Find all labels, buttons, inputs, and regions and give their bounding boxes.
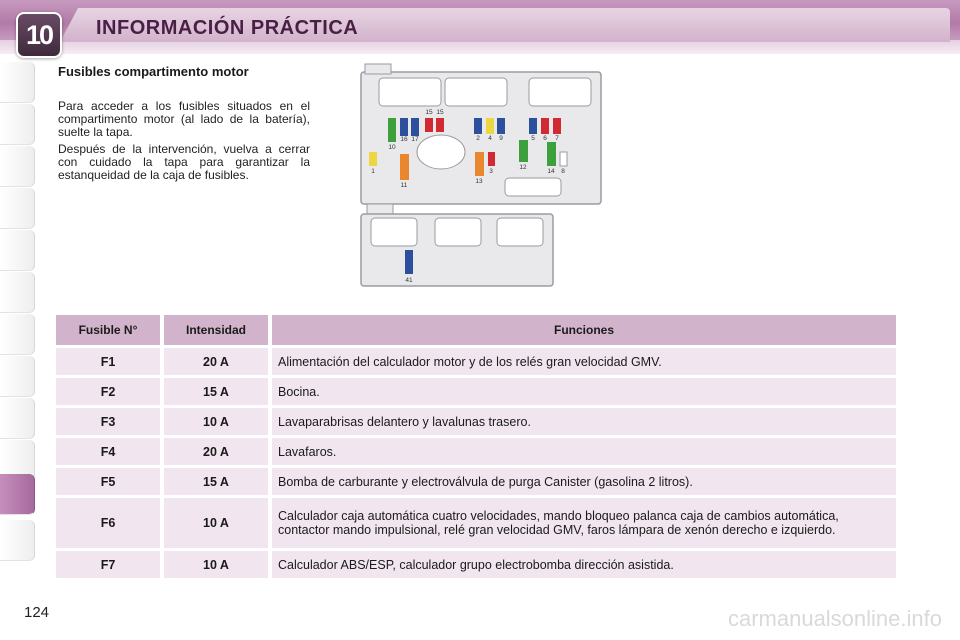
side-tab[interactable] bbox=[0, 272, 35, 313]
side-tab[interactable] bbox=[0, 62, 35, 103]
fuse-label: 2 bbox=[476, 135, 480, 142]
fuse-table bbox=[52, 312, 900, 581]
fuse-number: F5 bbox=[56, 468, 160, 495]
section-title: Fusibles compartimento motor bbox=[58, 64, 249, 79]
fuse-15b bbox=[436, 118, 444, 132]
side-tab-active[interactable] bbox=[0, 474, 35, 515]
fuse-label: 9 bbox=[499, 135, 503, 142]
side-tab[interactable] bbox=[0, 146, 35, 187]
fuse-intensity: 20 A bbox=[164, 348, 268, 375]
fuse-label: 6 bbox=[543, 135, 547, 142]
fuse-14 bbox=[547, 142, 556, 166]
fuse-function: Bomba de carburante y electroválvula de purga Canister (gasolina 2 litros). bbox=[272, 468, 896, 495]
fuse-label: 13 bbox=[475, 178, 483, 185]
watermark: carmanualsonline.info bbox=[727, 606, 942, 631]
relay-slot bbox=[529, 78, 591, 106]
side-tabs bbox=[0, 62, 34, 582]
side-tab[interactable] bbox=[0, 188, 35, 229]
fuse-15a bbox=[425, 118, 433, 132]
fuse-3 bbox=[488, 152, 495, 166]
fuse-label: 5 bbox=[531, 135, 535, 142]
fuse-intensity: 10 A bbox=[164, 551, 268, 578]
fuse-4 bbox=[486, 118, 494, 134]
fuse-intensity: 15 A bbox=[164, 468, 268, 495]
fuse-7 bbox=[553, 118, 561, 134]
fuse-intensity: 20 A bbox=[164, 438, 268, 465]
table-row bbox=[56, 551, 896, 578]
fuse-label: 14 bbox=[547, 168, 555, 175]
header-functions: Funciones bbox=[272, 315, 896, 345]
fuse-12 bbox=[519, 140, 528, 162]
relay-slot bbox=[371, 218, 417, 246]
fuse-number: F1 bbox=[56, 348, 160, 375]
fuse-13 bbox=[475, 152, 484, 176]
relay-round-slot bbox=[417, 135, 465, 169]
fuse-label: 41 bbox=[405, 277, 413, 284]
fuse-8 bbox=[560, 152, 567, 166]
fuse-16 bbox=[400, 118, 408, 136]
fuse-label: 15 bbox=[436, 109, 444, 116]
fuse-1 bbox=[369, 152, 377, 166]
fuse-2 bbox=[474, 118, 482, 134]
fuse-17 bbox=[411, 118, 419, 136]
side-tab[interactable] bbox=[0, 230, 35, 271]
fuse-box-clip bbox=[365, 64, 391, 74]
fuse-intensity: 10 A bbox=[164, 498, 268, 548]
fuse-box-connector bbox=[367, 204, 393, 214]
fuse-label: 7 bbox=[555, 135, 559, 142]
relay-slot bbox=[497, 218, 543, 246]
fuse-6 bbox=[541, 118, 549, 134]
fuse-label: 10 bbox=[388, 144, 396, 151]
fuse-label: 12 bbox=[519, 164, 527, 171]
fuse-label: 16 bbox=[400, 136, 408, 143]
fuse-number: F4 bbox=[56, 438, 160, 465]
fuse-label: 1 bbox=[371, 168, 375, 175]
table-row bbox=[56, 438, 896, 465]
fuse-label: 11 bbox=[400, 182, 408, 189]
table-row bbox=[56, 498, 896, 548]
fuse-number: F6 bbox=[56, 498, 160, 548]
header-underline bbox=[0, 40, 960, 54]
fuse-5 bbox=[529, 118, 537, 134]
side-tab[interactable] bbox=[0, 104, 35, 145]
side-tab[interactable] bbox=[0, 520, 35, 561]
fuse-box-diagram bbox=[355, 60, 605, 292]
paragraph-close: Después de la intervención, vuelva a cerrar con cuidado la tapa para garantizar la estanqueidad de la caja de fusibles. bbox=[58, 142, 310, 182]
fuse-number: F3 bbox=[56, 408, 160, 435]
fuse-intensity: 15 A bbox=[164, 378, 268, 405]
fuse-9 bbox=[497, 118, 505, 134]
fuse-function: Bocina. bbox=[272, 378, 896, 405]
fuse-11 bbox=[400, 154, 409, 180]
fuse-function: Lavafaros. bbox=[272, 438, 896, 465]
header-fuse-number: Fusible N° bbox=[56, 315, 160, 345]
table-row bbox=[56, 468, 896, 495]
table-header-row bbox=[56, 315, 896, 345]
header-intensity: Intensidad bbox=[164, 315, 268, 345]
fuse-function: Calculador caja automática cuatro velocidades, mando bloqueo palanca caja de cambios automática, contactor mando impulsional, relé gran velocidad GMV, faros lámpara de xenón derecho e izquierdo. bbox=[272, 498, 896, 548]
page-title: INFORMACIÓN PRÁCTICA bbox=[96, 17, 359, 39]
fuse-label: 15 bbox=[425, 109, 433, 116]
fuse-function: Calculador ABS/ESP, calculador grupo electrobomba dirección asistida. bbox=[272, 551, 896, 578]
fuse-label: 4 bbox=[488, 135, 492, 142]
fuse-label: 3 bbox=[489, 168, 493, 175]
fuse-41 bbox=[405, 250, 413, 274]
relay-slot bbox=[379, 78, 441, 106]
relay-slot bbox=[505, 178, 561, 196]
table-row bbox=[56, 408, 896, 435]
fuse-number: F7 bbox=[56, 551, 160, 578]
relay-slot bbox=[445, 78, 507, 106]
fuse-intensity: 10 A bbox=[164, 408, 268, 435]
fuse-label: 17 bbox=[411, 136, 419, 143]
paragraph-access: Para acceder a los fusibles situados en el compartimento motor (al lado de la batería), suelte la tapa. bbox=[58, 99, 310, 139]
table-row bbox=[56, 378, 896, 405]
side-tab[interactable] bbox=[0, 356, 35, 397]
relay-slot bbox=[435, 218, 481, 246]
fuse-10 bbox=[388, 118, 396, 142]
page-number: 124 bbox=[24, 604, 50, 621]
side-tab[interactable] bbox=[0, 398, 35, 439]
table-row bbox=[56, 348, 896, 375]
side-tab[interactable] bbox=[0, 314, 35, 355]
fuse-number: F2 bbox=[56, 378, 160, 405]
fuse-function: Alimentación del calculador motor y de los relés gran velocidad GMV. bbox=[272, 348, 896, 375]
fuse-function: Lavaparabrisas delantero y lavalunas trasero. bbox=[272, 408, 896, 435]
chapter-badge: 10 bbox=[16, 12, 62, 58]
fuse-label: 8 bbox=[561, 168, 565, 175]
